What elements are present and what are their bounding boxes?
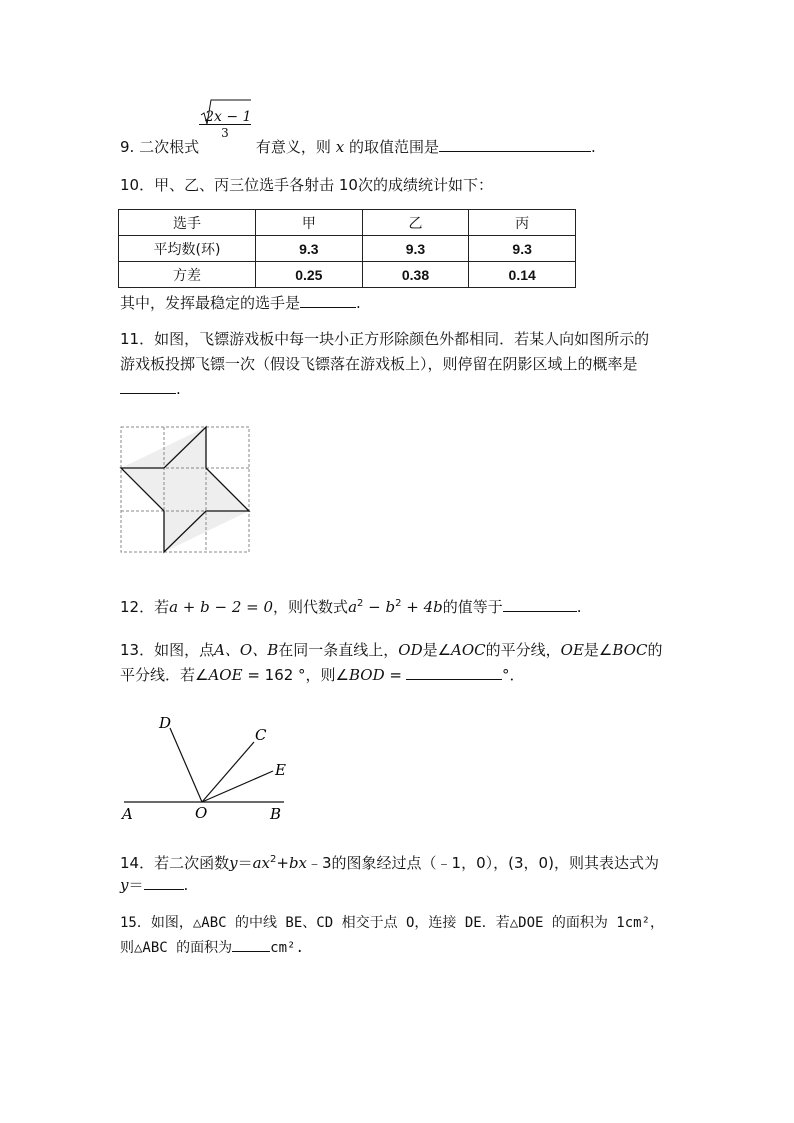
q13-aoc: AOC <box>451 641 486 659</box>
q14-end: . <box>183 876 189 894</box>
q14-eq2: ＝ <box>128 876 144 894</box>
q13-t5: 的 <box>647 641 663 659</box>
q14-y2: y <box>120 876 129 894</box>
question-13-line1 <box>120 637 680 663</box>
label-a: A <box>122 805 133 823</box>
q14-y: y <box>229 854 238 872</box>
q12-expr-b: − b <box>363 598 396 616</box>
ray-oe <box>202 771 273 802</box>
score-table <box>118 209 576 288</box>
dartboard-figure <box>118 425 252 557</box>
q14-plus: + <box>276 854 289 872</box>
table-cell: 9.3 <box>362 236 469 262</box>
q12-equation: a + b − 2 = 0 <box>169 598 274 616</box>
q11-end: . <box>176 380 181 398</box>
shaded-star-region <box>121 427 249 552</box>
q10-end: . <box>356 294 361 312</box>
q15-line2a: 则△ABC 的面积为 <box>120 940 233 956</box>
q9-text-a: 二次根式 <box>139 138 200 156</box>
q12-sup2: 2 <box>395 598 402 609</box>
q9-var: x <box>335 138 345 156</box>
table-cell: 9.3 <box>256 236 363 262</box>
table-row <box>119 262 576 288</box>
q12-prefix: 12．若 <box>120 598 170 616</box>
question-11-line3 <box>120 376 680 402</box>
question-10-ask <box>120 290 680 316</box>
q14-rest: ﹣3的图象经过点（﹣1，0），(3，0)，则其表达式为 <box>307 854 659 872</box>
question-15-line2 <box>120 935 680 961</box>
q13-line2c: = <box>384 666 402 684</box>
q10-answer-blank[interactable] <box>300 293 356 308</box>
q12-mid: ，则代数式 <box>273 598 349 616</box>
table-cell: 方差 <box>119 262 256 288</box>
q12-expr-c: + 4b <box>401 598 443 616</box>
q13-t1: 在同一条直线上， <box>278 641 399 659</box>
q14-sq: 2 <box>270 854 277 865</box>
q14-eq: ＝ <box>237 854 253 872</box>
label-o: O <box>195 804 208 822</box>
q13-aoe: AOE <box>208 666 243 684</box>
q12-answer-blank[interactable] <box>503 597 577 612</box>
q13-answer-blank[interactable] <box>406 665 502 680</box>
question-9 <box>120 109 680 160</box>
q13-bod: BOD <box>349 666 385 684</box>
q12-suffix: 的值等于 <box>442 598 503 616</box>
q9-text-b: 有意义，则 <box>255 138 331 156</box>
q12-expr-a: a <box>348 598 358 616</box>
question-15-line1: 15．如图，△ABC 的中线 BE、CD 相交于点 O，连接 DE．若△DOE 的面积为 1cm²， <box>120 915 665 931</box>
q14-prefix: 14．若二次函数 <box>120 854 230 872</box>
q12-end: . <box>576 598 582 616</box>
label-b: B <box>270 805 282 823</box>
q9-denominator: 3 <box>221 126 229 140</box>
q9-end: . <box>590 138 596 156</box>
table-cell: 丙 <box>469 210 576 236</box>
q11-answer-blank[interactable] <box>120 379 176 394</box>
label-c: C <box>255 726 267 744</box>
table-cell: 甲 <box>256 210 363 236</box>
question-14-line2 <box>120 872 680 898</box>
q13-t4: 是∠ <box>583 641 613 659</box>
question-10-intro: 10．甲、乙、丙三位选手各射击 10次的成绩统计如下： <box>120 176 493 194</box>
q9-radicand: 2x − 1 <box>205 109 252 125</box>
table-cell: 平均数(环) <box>119 236 256 262</box>
q13-od: OD <box>398 641 423 659</box>
question-11-line1: 11．如图，飞镖游戏板中每一块小正方形除颜色外都相同．若某人向如图所示的 <box>120 330 650 348</box>
label-d: D <box>159 714 172 732</box>
ray-od <box>170 728 202 802</box>
angle-figure <box>118 710 298 825</box>
q13-t3: 的平分线， <box>485 641 561 659</box>
q15-answer-blank[interactable] <box>232 937 270 952</box>
table-cell: 0.38 <box>362 262 469 288</box>
q14-answer-blank[interactable] <box>144 875 184 890</box>
table-cell: 选手 <box>119 210 256 236</box>
q9-number: 9. <box>120 138 135 156</box>
q13-line2a: 平分线．若∠ <box>120 666 209 684</box>
table-cell: 0.14 <box>469 262 576 288</box>
q15-line2b: cm². <box>270 940 304 956</box>
q9-fraction <box>199 109 252 152</box>
question-11-line2: 游戏板投掷飞镖一次（假设飞镖落在游戏板上），则停留在阴影区域上的概率是 <box>120 355 638 373</box>
label-e: E <box>275 761 286 779</box>
q13-line2b: = 162 °，则∠ <box>242 666 349 684</box>
q12-sup1: 2 <box>357 598 364 609</box>
q14-bx: bx <box>288 854 308 872</box>
q13-points: A、O、B <box>214 641 279 659</box>
q13-t2: 是∠ <box>422 641 452 659</box>
q9-text-c: 的取值范围是 <box>348 138 439 156</box>
table-row <box>119 210 576 236</box>
q13-boc: BOC <box>612 641 648 659</box>
q9-answer-blank[interactable] <box>439 137 591 152</box>
question-12 <box>120 591 680 620</box>
q10-ask-text: 其中，发挥最稳定的选手是 <box>120 294 301 312</box>
q13-prefix: 13．如图，点 <box>120 641 215 659</box>
q13-end: °． <box>501 666 525 684</box>
q14-ax: ax <box>252 854 270 872</box>
table-row <box>119 236 576 262</box>
question-13-line2 <box>120 662 680 688</box>
q13-oe: OE <box>560 641 584 659</box>
fraction-bar <box>199 124 251 125</box>
table-cell: 9.3 <box>469 236 576 262</box>
table-cell: 0.25 <box>256 262 363 288</box>
table-cell: 乙 <box>362 210 469 236</box>
ray-oc <box>202 742 254 802</box>
